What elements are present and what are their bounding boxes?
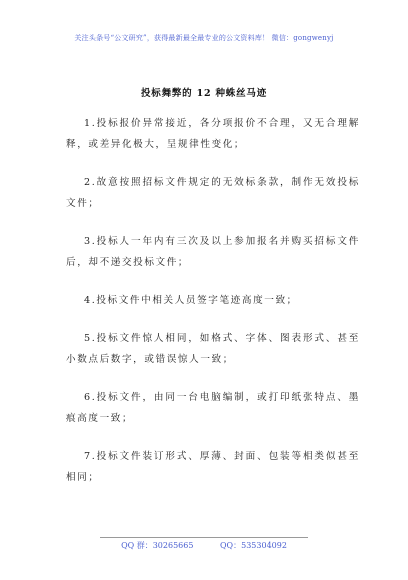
list-item: 3.投标人一年内有三次及以上参加报名并购买招标文件后，却不递交投标文件；: [66, 236, 360, 268]
item-list: [66, 113, 360, 505]
footer: [0, 540, 408, 551]
footer-qq-group: QQ 群：30265665: [121, 541, 194, 550]
list-item: 2.故意按照招标文件规定的无效标条款，制作无效投标文件；: [66, 177, 360, 209]
list-item: 1.投标报价异常接近，各分项报价不合理，又无合理解释，或差异化极大，呈规律性变化；: [66, 118, 360, 150]
list-item: 4.投标文件中相关人员签字笔迹高度一致；: [84, 295, 298, 306]
document-title: 投标舞弊的 12 种蛛丝马迹: [140, 88, 268, 99]
list-item: 6.投标文件，由同一台电脑编制，或打印纸张特点、墨痕高度一致；: [66, 392, 360, 424]
footer-divider: [100, 537, 308, 538]
list-item: 7.投标文件装订形式、厚薄、封面、包装等相类似甚至相同；: [66, 451, 360, 483]
list-item: 5.投标文件惊人相同，如格式、字体、图表形式、甚至小数点后数字，或错误惊人一致；: [66, 333, 360, 365]
header-banner: 关注头条号“公文研究”，获得最新最全最专业的公文资料库！ 微信：gongwenyj: [74, 34, 334, 42]
footer-qq: QQ：535304092: [220, 541, 287, 550]
